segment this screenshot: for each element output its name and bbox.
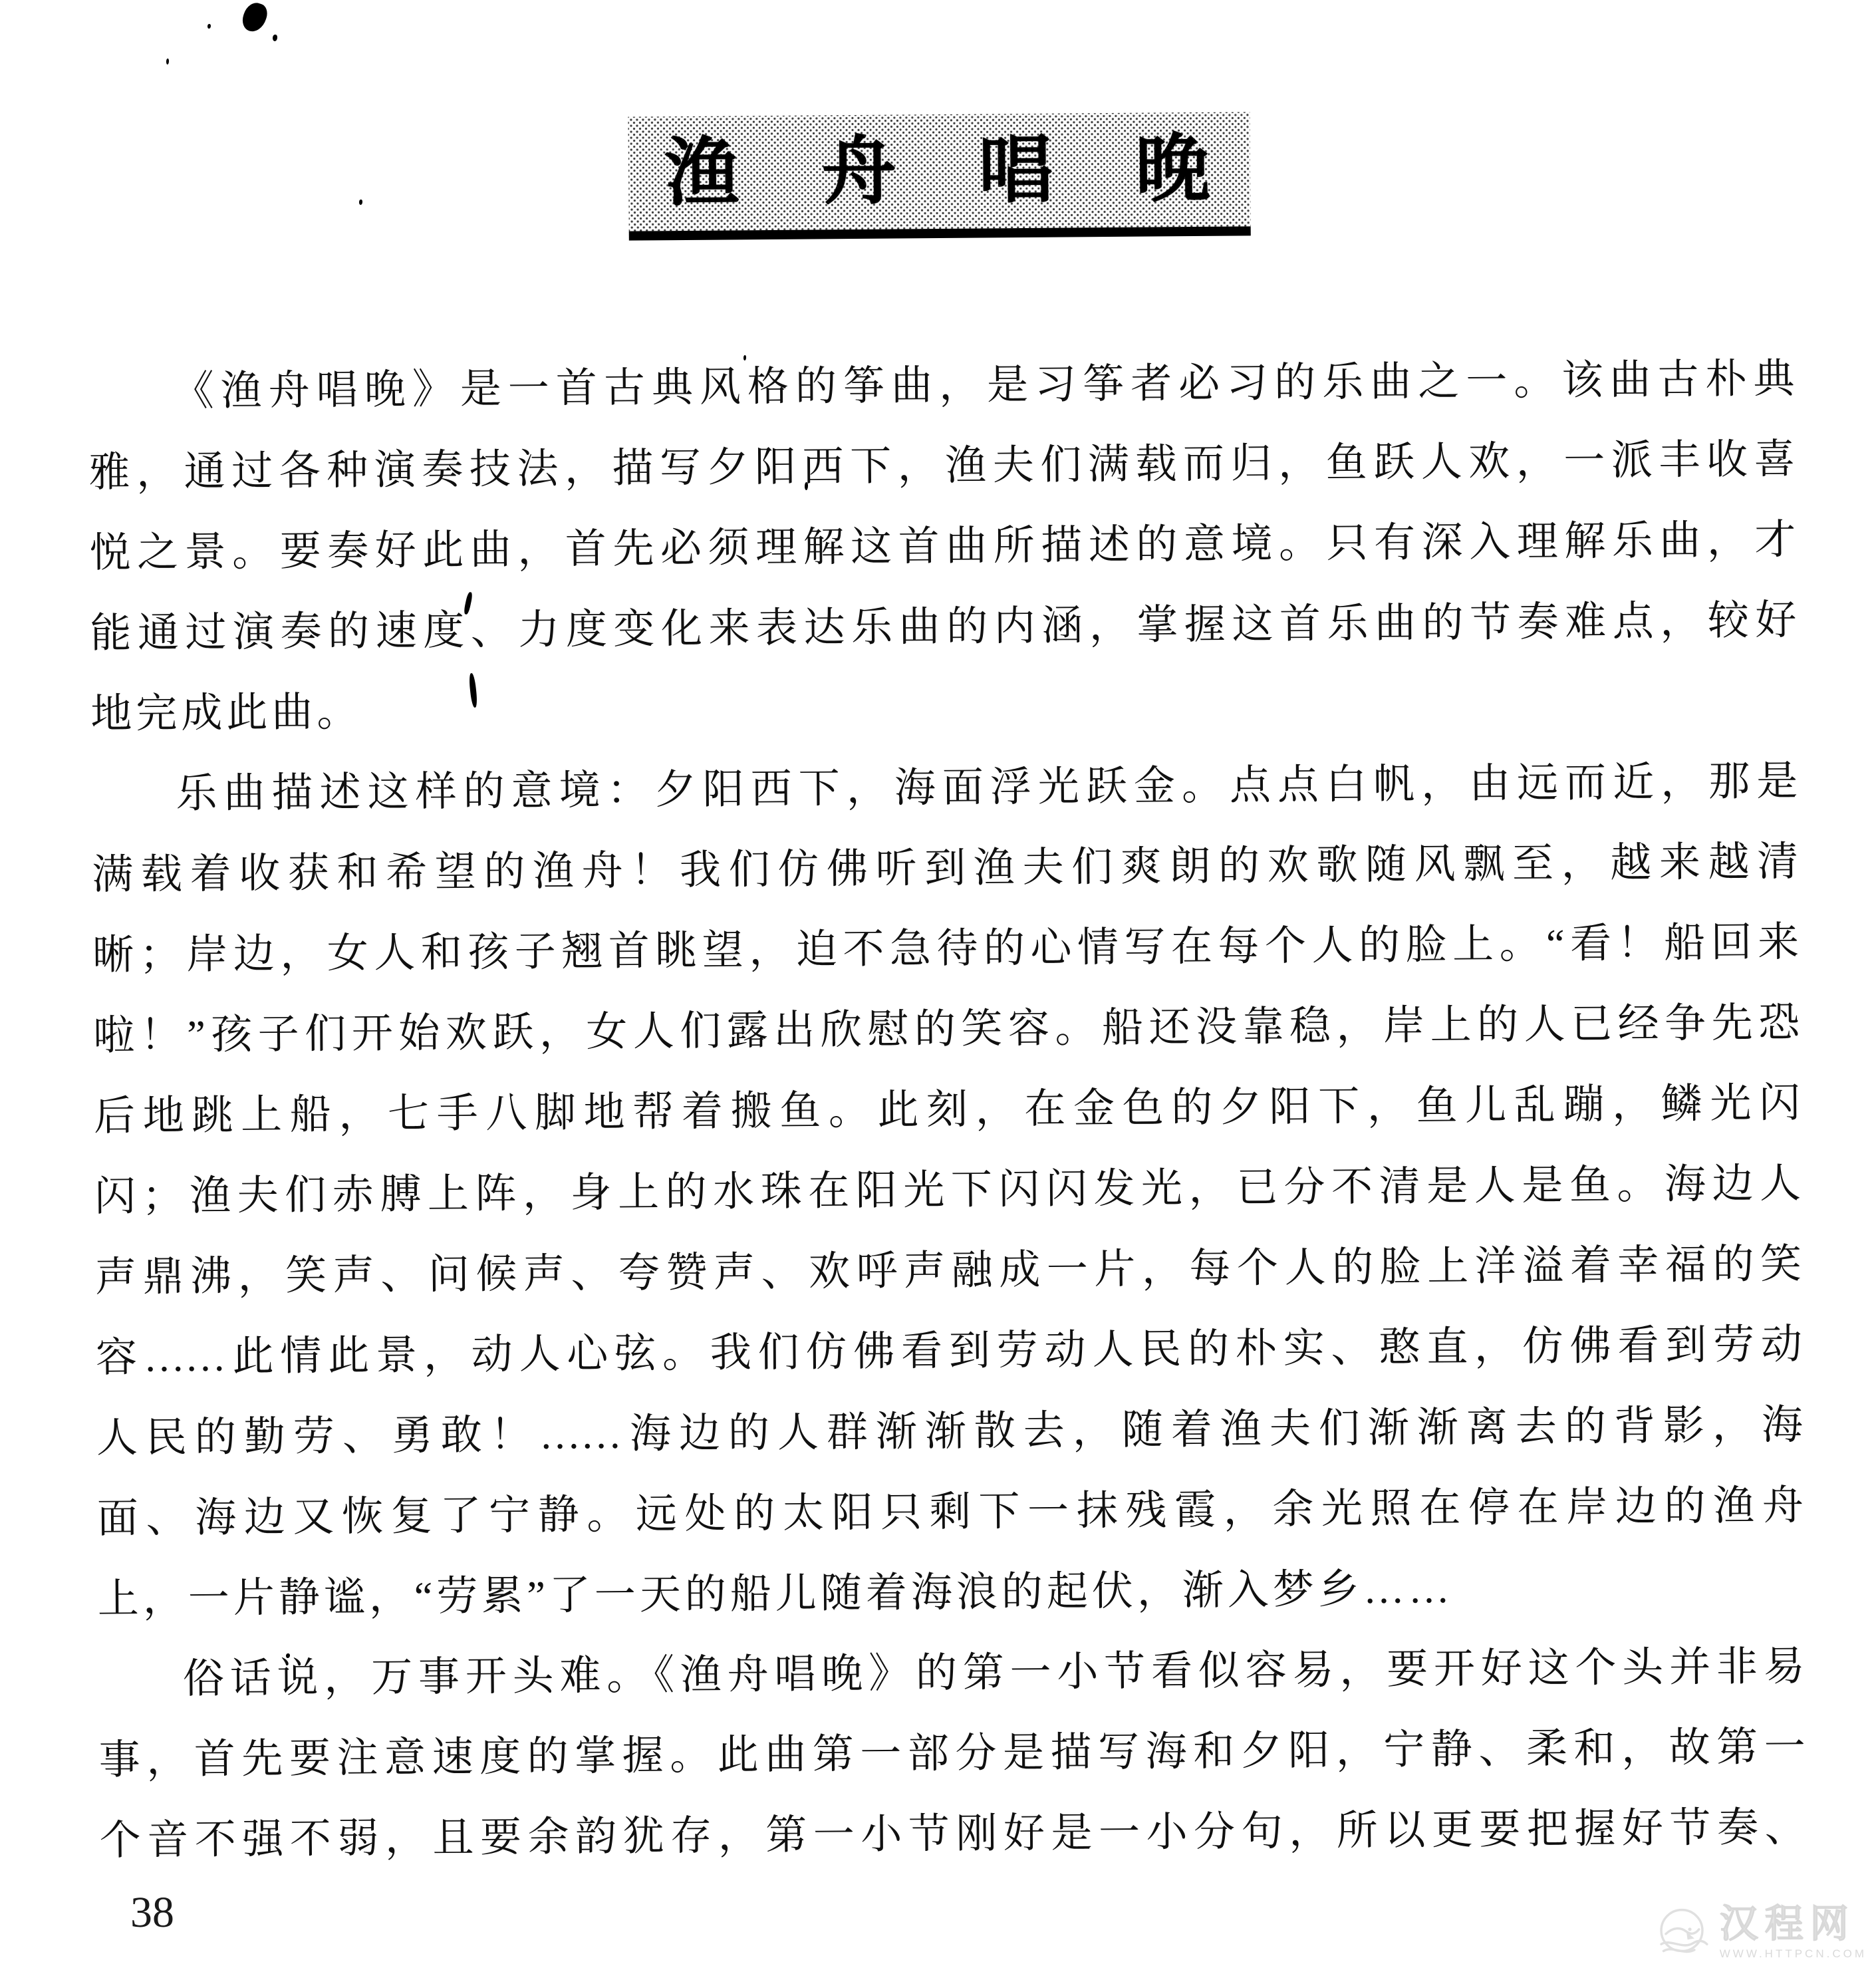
watermark-fish-logo-icon (1653, 1904, 1710, 1961)
text-line: 后地跳上船，七手八脚地帮着搬鱼。此刻，在金色的夕阳下，鱼儿乱蹦，鳞光闪 (93, 1080, 1801, 1140)
text-line: 晰；岸边，女人和孩子翘首眺望，迫不急待的心情写在每个人的脸上。“看！船回来 (92, 919, 1800, 979)
watermark (1653, 1904, 1867, 1961)
text-line: 声鼎沸，笑声、问候声、夸赞声、欢呼声融成一片，每个人的脸上洋溢着幸福的笑 (94, 1241, 1802, 1301)
text-line: 悦之景。要奏好此曲，首先必须理解这首曲所描述的意境。只有深入理解乐曲，才 (89, 517, 1796, 577)
text-line: 面、海边又恢复了宁静。远处的太阳只剩下一抹残霞，余光照在停在岸边的渔舟 (96, 1482, 1804, 1542)
body-text (88, 339, 1806, 1882)
text-line: 人民的勤劳、勇敢！……海边的人群渐渐散去，随着渔夫们渐渐离去的背影，海 (96, 1402, 1804, 1462)
text-line: 俗话说，万事开头难。《渔舟唱晚》的第一小节看似容易，要开好这个头并非易 (182, 1643, 1805, 1702)
watermark-text (1719, 1902, 1867, 1961)
watermark-site-name: 汉程网 (1719, 1902, 1855, 1945)
text-line: 个音不强不弱，且要余韵犹存，第一小节刚好是一小分句，所以更要把握好节奏、 (99, 1804, 1806, 1864)
title-banner (628, 112, 1250, 240)
text-line: 啦！”孩子们开始欢跃，女人们露出欣慰的笑容。船还没靠稳，岸上的人已经争先恐 (92, 1000, 1800, 1059)
page-number: 38 (130, 1888, 174, 1937)
watermark-site-url: WWW.HTTPCN.COM (1719, 1947, 1867, 1960)
text-line: 闪；渔夫们赤膊上阵，身上的水珠在阳光下闪闪发光，已分不清是人是鱼。海边人 (94, 1161, 1802, 1220)
text-line: 满载着收获和希望的渔舟！我们仿佛听到渔夫们爽朗的欢歌随风飘至，越来越清 (92, 839, 1799, 899)
page-title: 渔 舟 唱 晚 (664, 128, 1215, 215)
text-line: 事，首先要注意速度的掌握。此曲第一部分是描写海和夕阳，宁静、柔和，故第一 (98, 1724, 1806, 1783)
text-line: 容……此情此景，动人心弦。我们仿佛看到劳动人民的朴实、憨直，仿佛看到劳动 (95, 1322, 1803, 1381)
text-line: 上，一片静谧，“劳累”了一天的船儿随着海浪的起伏，渐入梦乡…… (97, 1566, 1454, 1622)
text-line: 乐曲描述这样的意境：夕阳西下，海面浮光跃金。点点白帆，由远而近，那是 (176, 758, 1798, 817)
text-line: 《渔舟唱晚》是一首古典风格的筝曲，是习筝者必习的乐曲之一。该曲古朴典 (172, 356, 1795, 415)
text-line: 能通过演奏的速度、力度变化来表达乐曲的内涵，掌握这首乐曲的节奏难点，较好 (90, 597, 1797, 657)
text-line: 雅，通过各种演奏技法，描写夕阳西下，渔夫们满载而归，鱼跃人欢，一派丰收喜 (88, 436, 1796, 496)
text-line: 地完成此曲。 (90, 689, 362, 738)
